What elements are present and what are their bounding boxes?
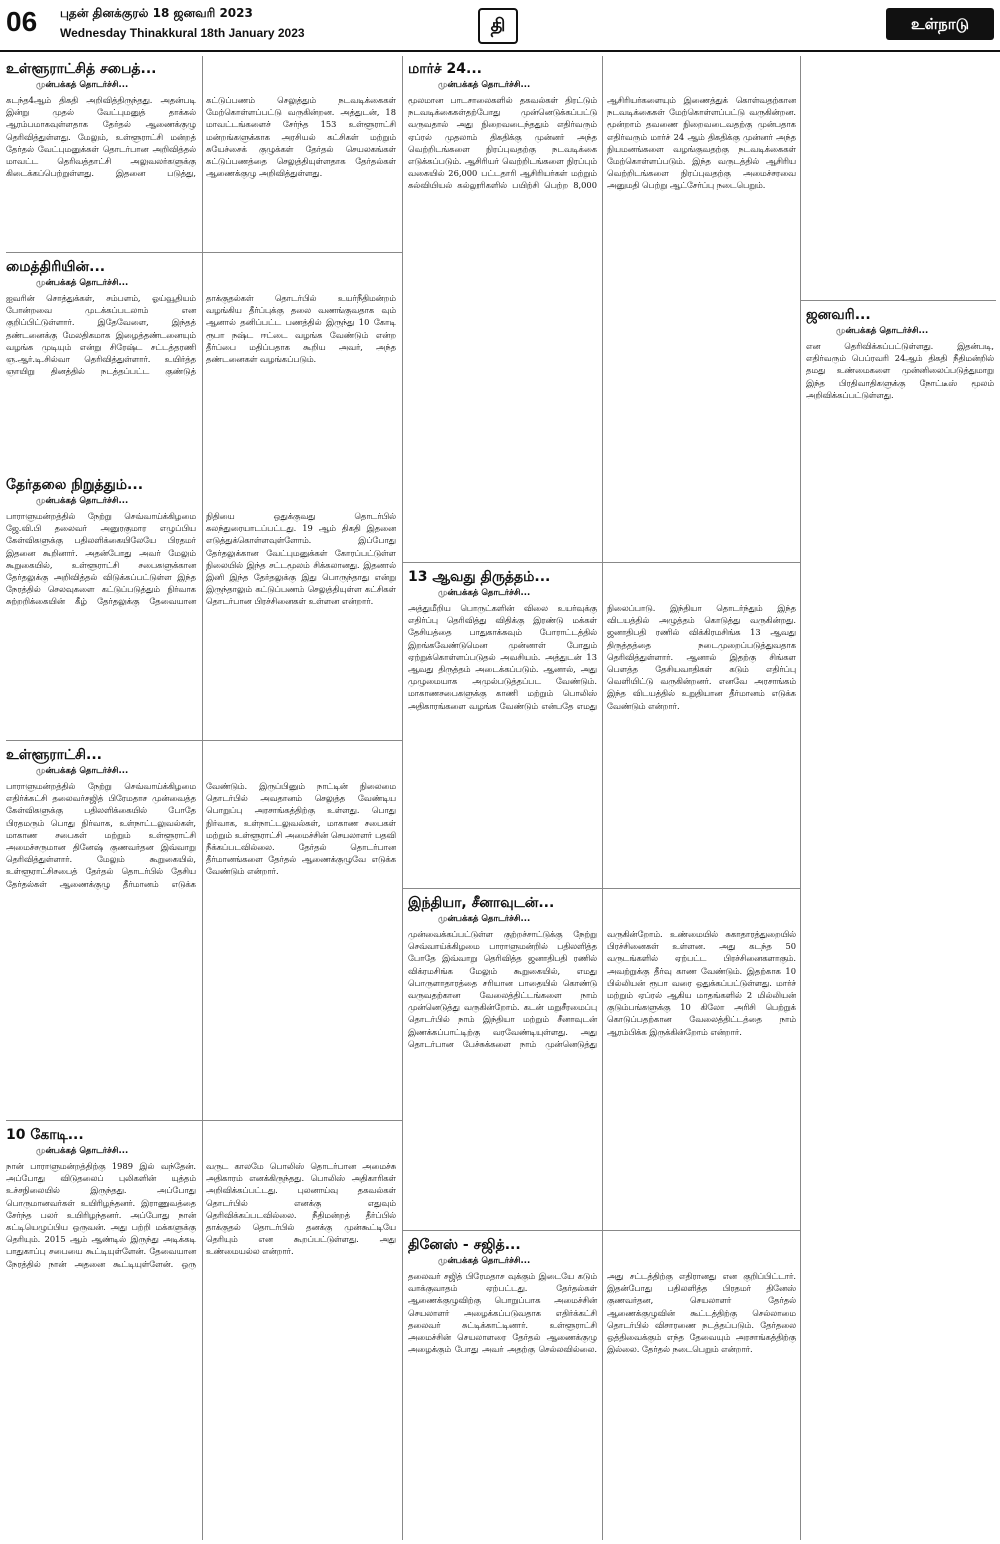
article-dateline: முன்பக்கத் தொடர்ச்சி... — [438, 588, 531, 598]
header-date-english: Wednesday Thinakkural 18th January 2023 — [60, 26, 305, 40]
article — [806, 306, 994, 466]
article-dateline: முன்பக்கத் தொடர்ச்சி... — [36, 278, 129, 288]
article-headline: ஜனவரி... — [806, 307, 871, 323]
article-dateline: முன்பக்கத் தொடர்ச்சி... — [438, 1256, 531, 1266]
article-divider — [402, 1230, 800, 1231]
article — [6, 60, 396, 248]
article-body: பாராளுமன்றத்தில் நேற்று செவ்வாய்க்கிழமை ஜே.வி.பி தலைவர் அனுரகுமார எழுப்பிய கேள்விகளுக்கு பதிலளிக்கையிலேயே பிரதமர் இதனை கூறினார். அதன்போது அவர் மேலும் கூறுகையில், உள்ளூராட்சி சபைகளுக்கான தேர்தலுக்கு அறிவித்தல் விடுக்கப்பட்டுள்ள இந்த நேரத்தில் செலவுகளை கட்டுப்படுத்தும் நிர்வாக சுற்றறிக்கையின் கீழ் தேர்தலுக்கு தேவையான நிதியை ஒதுக்குவது தொடர்பில் கலந்துரையாடப்பட்டது. 19 ஆம் திகதி இதனை எடுத்துக்கொள்ளவுள்ளோம். இப்போது தேர்தலுக்கான வேட்புமனுக்கள் கோரப்பட்டுள்ள நிலையில் இந்த சட்டமூலம் சிக்கலானது. இதனால் இனி இந்த தேர்தலுக்கு இது பொருந்தாது என்று இருந்தாலும் கட்டுப்பணம் செலுத்தியுள்ள கட்சிகள் தொடர்பான பிரச்சினைகள் உள்ளன என்றார். — [6, 511, 396, 607]
article-headline: மைத்திரியின்... — [6, 259, 106, 275]
column-rule — [800, 56, 801, 1540]
article-body: மூலமான பாடசாலைகளில் தகவல்கள் திரட்டும் நடவடிக்கைகள்தற்போது முன்னெடுக்கப்பட்டு வருவதால் அது நிறைவடைந்ததும் எதிர்வரும் ஏப்ரல் முதலாம் திகதிக்கு முன்னர் அந்த வெற்றிடங்களை நிரப்புவதற்கு நடவடிக்கை எடுக்கப்படும். ஆசிரியர் வெற்றிடங்களை நிரப்பும் வகையில் 26,000 பட்டதாரி ஆசிரியர்கள் மற்றும் கல்வியியல் கல்லூரிகளில் பயிற்சி பெற்ற 8,000 ஆசிரியர்களையும் இணைத்துக் கொள்வதற்கான நடவடிக்கைகள் மேற்கொள்ளப்பட்டு வருகின்றன. மூன்றாம் தவணை நிறைவடைவதற்கு முன்பதாக எதிர்வரும் மார்ச் 24 ஆம் திகதிக்கு முன்னர் அந்த நியமனங்களை வழங்குவதற்கு நடவடிக்கைகள் மேற்கொள்ளப்படும். இந்த வருடத்தில் ஆசிரிய வெற்றிடங்களை நிரப்புவதற்கு அமைச்சரவை அனுமதி பெற்று ஆட்சேர்ப்பு நடைபெறும். — [408, 95, 796, 191]
article-dateline: முன்பக்கத் தொடர்ச்சி... — [438, 914, 531, 924]
article — [6, 746, 396, 1114]
article-body: நான் பாராளுமன்றத்திற்கு 1989 இல் வந்தேன். அப்போது விடுதலைப் புலிகளின் யுத்தம் உச்சநிலையில் இருந்தது. அப்போது பொருமானவர்கள் உயிரிழந்தனர். இராணுவத்தை சேர்ந்த பலர் உயிரிழந்தனர். அப்போது நான் கட்டியெழுப்பிய ஒருவன். அது பற்றி மக்களுக்கு தெரியும். 2015 ஆம் ஆண்டில் இருந்து அடிக்கடி பாதுகாப்பு சபையை கூட்டியுள்ளேன். தேவையான நேரத்தில் நான் அதனை கூட்டியுள்ளேன். ஒரு வருட காலமே பொலிஸ் தொடர்பான அமைச்சு அதிகாரம் எனக்கிருந்தது. பொலிஸ் அதிகாரிகள் அறிவிக்கப்பட்டது. புலனாய்வு தகவல்கள் தொடர்பில் எனக்கு எதுவும் தெரிவிக்கப்படவில்லை. நீதிமன்றத் தீர்ப்பில் தாக்குதல் தொடர்பில் தனக்கு முன்கூட்டியே தெரியும் என கூறப்பட்டுள்ளது. அது உண்மையல்ல என்றார். — [6, 1161, 396, 1269]
article — [408, 894, 796, 1224]
article-body: முன்வைக்கப்பட்டுள்ள குற்றச்சாட்டுக்கு நேற்று செவ்வாய்க்கிழமை பாராளுமன்றில் பதிலளித்த போதே இவ்வாறு தெரிவித்த ஜனாதிபதி ரணில் விக்ரமசிங்க மேலும் கூறுகையில், எமது பொருளாதாரத்தை சரியான பாதையில் கொண்டு வருவதற்கான வேலைத்திட்டங்களை நாம் முன்னெடுத்து வருகின்றோம். கடன் மறுசீரமைப்பு தொடர்பில் நாம் இந்தியா மற்றும் சீனாவுடன் இணக்கப்பாட்டிற்கு வரவேண்டியுள்ளது. அது தொடர்பான பேச்சுக்களை நாம் முன்னெடுத்து வருகின்றோம். உண்மையில் சுகாதாரத்துறையில் பிரச்சினைகள் உள்ளன. அது கடந்த 50 வருடங்களில் ஏற்பட்ட பிரச்சினைகளாகும். அவற்றுக்கு தீர்வு காண வேண்டும். இதற்காக 10 பில்லியன் ரூபா வரை ஒதுக்கப்பட்டுள்ளது. மார்ச் மற்றும் ஏப்ரல் ஆகிய மாதங்களில் 2 மில்லியன் குடும்பங்களுக்கு 10 கிலோ அரிசி பெற்றுக் கொடுப்பதற்கான வேலைத்திட்டத்தை நாம் ஆரம்பிக்க இருக்கின்றோம் என்றார். — [408, 929, 796, 1049]
article-dateline: முன்பக்கத் தொடர்ச்சி... — [438, 80, 531, 90]
header-date-tamil: புதன் தினக்குரல் 18 ஜனவரி 2023 — [60, 6, 253, 20]
article-body: ஐவரின் சொத்துக்கள், சம்பளம், ஓய்வூதியம் போன்றவை முடக்கப்படலாம் என குறிப்பிட்டுள்ளார். இதேவேளை, இந்தத் தண்டனைக்கு மேலதிகமாக இழைத்தண்டனையும் வழங்க முடியும் என்று சிரேஷ்ட சட்டத்தரணி ஞ.ஆர்.டி.சில்வா தெரிவித்துள்ளார். உயிர்த்த ஞாயிறு தினத்தில் நடத்தப்பட்ட குண்டுத் தாக்குதல்கள் தொடர்பில் உயர்நீதிமன்றம் வழங்கிய தீர்ப்புக்கு தலை வணங்குவதாக வும் ஆனால் தனிப்பட்ட பணத்தில் இருந்து 10 கோடி ரூபா நஷ்ட ஈட்டை வழங்க வேண்டும் என்ற தீர்ப்பை மதிப்பதாக கூறிய அவர், அந்த தண்டனைகள் வழங்கப்படும். — [6, 293, 396, 377]
article-body: கடந்த4ஆம் திகதி அறிவித்திருந்தது. அதன்படி இன்று முதல் வேட்புமனுத் தாக்கல் ஆரம்பமாகவுள்ளதாக தேர்தல் ஆணைக்குழு தெரிவித்துள்ளது. மேலும், உள்ளூராட்சி மன்றத் தேர்தல் வேட்புமனுக்கள் தொடர்பான அறிவித்தல் மாவட்ட தெரிவத்தாட்சி அலுவலர்களுக்கு கிடைக்கப்பெற்றுள்ளது. இதனை படுத்து, கட்டுப்பணம் செலுத்தும் நடவடிக்கைகள் மேற்கொள்ளப்பட்டு வருகின்றன. அத்துடன், 18 மாவட்டங்களைச் சேர்ந்த 153 உள்ளூராட்சி மன்றங்களுக்காக அரசியல் கட்சிகள் மற்றும் சுயேச்சைக் குழுக்கள் தேர்தல் செயலகங்கள் கட்டுப்பணத்தை செலுத்தியுள்ளதாக தேர்தல்கள் ஆணைக்குழு அறிவித்துள்ளது. — [6, 95, 396, 179]
newspaper-logo: தி — [478, 8, 518, 44]
article-divider — [6, 252, 402, 253]
article-body: பாராளுமன்றத்தில் நேற்று செவ்வாய்க்கிழமை எதிர்க்கட்சி தலைவர்சஜித் பிரேமதாச முன்வைத்த கேள்விகளுக்கு பதிலளிக்கையில் போதே பிரதமரும் பொது நிர்வாக, உள்நாட்டலுவல்கள், மாகாண சபைகள் மற்றும் உள்ளூராட்சி அமைச்சருமான தினேஷ் குணவர்தன இவ்வாறு தெரிவித்துள்ளார். மேலும் கூறுகையில், உள்ளூராட்சிசபைத் தேர்தல் தொடர்பில் தேசிய தேர்தல்கள் ஆணைக்குழு தீர்மானம் எடுக்க வேண்டும். இருப்பினும் நாட்டின் நிலைமை தொடர்பில் அவதானம் செலுத்த வேண்டிய பொறுப்பு அரசாங்கத்திற்கு உள்ளது. பொது நிர்வாக, உள்நாட்டலுவல்கள், மாகாண சபைகள் மற்றும் உள்ளூராட்சி அமைச்சின் செயலாளர் பதவி நீக்கப்படவில்லை. தேர்தல் தொடர்பான தீர்மானங்களை தேர்தல் ஆணைக்குழுவே எடுக்க வேண்டும் என்றார். — [6, 781, 396, 889]
article — [408, 568, 796, 882]
article-body: என தெரிவிக்கப்பட்டுள்ளது. இதன்படி, எதிர்வரும் பெப்ரவரி 24ஆம் திகதி நீதிமன்றில் தமது உண்மைகளை முன்னிலைப்படுத்துமாறு இந்த பிரதிவாதிகளுக்கு நோட்டீஸ் மூலம் அறிவிக்கப்பட்டுள்ளது. — [806, 341, 994, 400]
article-headline: மார்ச் 24... — [408, 61, 482, 77]
article-dateline: முன்பக்கத் தொடர்ச்சி... — [36, 496, 129, 506]
article-dateline: முன்பக்கத் தொடர்ச்சி... — [36, 766, 129, 776]
article-headline: தினேஸ் - சஜித்... — [408, 1237, 521, 1253]
article-divider — [6, 740, 402, 741]
article-headline: இந்தியா, சீனாவுடன்... — [408, 895, 555, 911]
article-divider — [402, 888, 800, 889]
article-headline: உள்ளூராட்சி... — [6, 747, 102, 763]
article-dateline: முன்பக்கத் தொடர்ச்சி... — [36, 1146, 129, 1156]
article — [6, 1126, 396, 1536]
column-rule — [402, 56, 403, 1540]
article-headline: 13 ஆவது திருத்தம்... — [408, 569, 551, 585]
article-dateline: முன்பக்கத் தொடர்ச்சி... — [836, 326, 929, 336]
article-body: தலைவர் சஜித் பிரேமதாச வுக்கும் இடையே கடும் வாக்குவாதம் ஏற்பட்டது. தேர்தல்கள் ஆணைக்குழுவிற்கு பொறுப்பாக அமைச்சின் செயலாளர் அழைக்கப்படுவதாக எதிர்க்கட்சி தலைவர் சுட்டிக்காட்டினார். உள்ளூராட்சி அமைச்சின் செயலாளரை தேர்தல் ஆணைக்குழு அழைக்கும் போது அவர் அதற்கு செல்லவில்லை. அது சட்டத்திற்கு எதிரானது என குறிப்பிட்டார். இதன்போது பதிலளித்த பிரதமர் தினேஸ் குணவர்தன, செயலாளர் தேர்தல் ஆணைக்குழுவின் கூட்டத்திற்கு செல்லாமை தொடர்பில் விசாரணை நடத்தப்படும். தேர்தலை ஒத்திவைக்கும் எந்த தேவையும் அரசாங்கத்திற்கு இல்லை. தேர்தல் நடைபெறும் என்றார். — [408, 1271, 796, 1355]
article-divider — [402, 562, 800, 563]
article-dateline: முன்பக்கத் தொடர்ச்சி... — [36, 80, 129, 90]
page-number: 06 — [6, 6, 38, 37]
article-headline: 10 கோடி... — [6, 1127, 84, 1143]
article — [408, 60, 796, 360]
article-body: அத்துமீறிய பொருட்களின் விலை உயர்வுக்கு எதிர்ப்பு தெரிவித்து விதிக்கு இரண்டு மக்கள் தேசியத்தை பாதுகாக்கவும் போராட்டத்தில் இறங்கவேண்டுமென முன்னாள் போதும் ஏற்றுக்கொள்ளப்படுதல் அவசியம். அத்துடன் 13 ஆவது திருத்தம் அடைக்கப்படும். ஆனால், அது முழுமையாக அமுல்படுத்தப்பட வேண்டும். மாகாணசபைகளுக்கு காணி மற்றும் பொலிஸ் அதிகாரங்களை வழங்க வேண்டும் என்பதே எமது நிலைப்பாடு. இந்தியா தொடர்ந்தும் இந்த விடயத்தில் அழுத்தம் கொடுத்து வருகின்றது. ஜனாதிபதி ரணில் விக்கிரமசிங்க 13 ஆவது திருத்தத்தை நடைமுறைப்படுத்துவதாக தெரிவித்துள்ளார். ஆனால் இதற்கு சிங்கள பௌத்த தேசியவாதிகள் கடும் எதிர்ப்பு வெளியிட்டு வருகின்றனர். எனவே அரசாங்கம் இந்த விடயத்தில் உறுதியான தீர்மானம் எடுக்க வேண்டும் என்றார். — [408, 603, 796, 711]
article — [408, 1236, 796, 1536]
article-headline: தேர்தலை நிறுத்தும்... — [6, 477, 144, 493]
article-headline: உள்ளூராட்சித் சபைத்... — [6, 61, 157, 77]
page-header — [0, 0, 1000, 52]
article — [6, 258, 396, 458]
article-divider — [6, 1120, 402, 1121]
article-divider — [800, 300, 996, 301]
article — [6, 476, 396, 734]
section-label: உள்நாடு — [886, 8, 994, 40]
